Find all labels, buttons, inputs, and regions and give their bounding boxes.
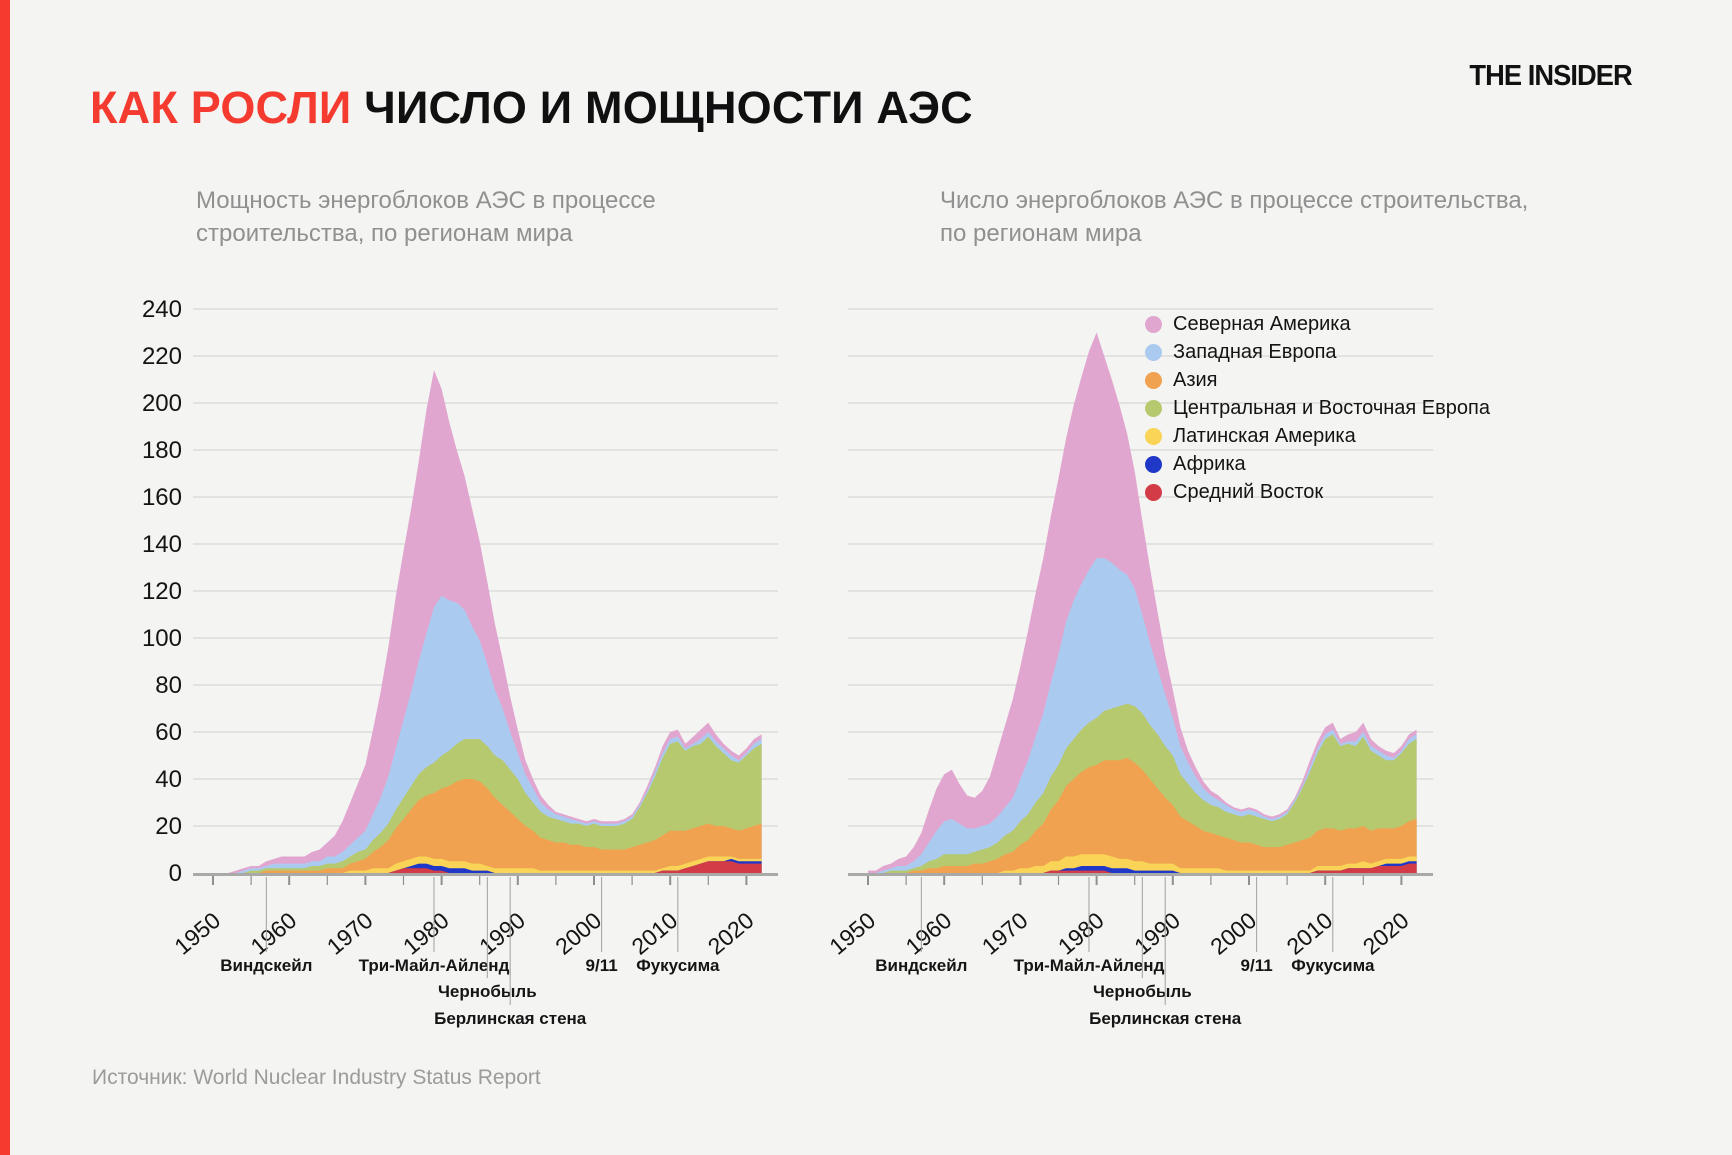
page-title (90, 82, 973, 134)
x-label-1980: 1980 (397, 906, 454, 960)
legend-label-africa: Африка (1173, 453, 1246, 475)
y-label-120: 120 (141, 578, 182, 605)
x-label-1950: 1950 (824, 906, 881, 960)
legend-label-latin_america: Латинская Америка (1173, 425, 1356, 447)
chart-legend (1145, 314, 1490, 510)
annotation-label-1979: Три-Майл-Айленд (1013, 956, 1165, 975)
legend-label-asia: Азия (1173, 369, 1218, 391)
y-label-240: 240 (141, 296, 182, 323)
x-label-1990: 1990 (1129, 906, 1186, 960)
annotation-label-2001: 9/11 (1240, 956, 1273, 975)
y-label-0: 0 (168, 860, 182, 887)
legend-item-north_america (1145, 314, 1490, 335)
y-label-80: 80 (155, 672, 182, 699)
x-label-1960: 1960 (245, 906, 302, 960)
y-label-160: 160 (141, 484, 182, 511)
y-label-60: 60 (155, 719, 182, 746)
legend-item-cee (1145, 398, 1490, 419)
chart-subtitle-capacity: Мощность энергоблоков АЭС в процессе строительства, по регионам мира (196, 187, 656, 248)
annotation-label-1989: Берлинская стена (434, 1009, 587, 1028)
x-label-2000: 2000 (1205, 906, 1262, 960)
x-label-1970: 1970 (321, 906, 378, 960)
annotation-label-2011: Фукусима (636, 956, 720, 975)
legend-item-asia (1145, 370, 1490, 391)
legend-chip-western_europe (1145, 344, 1162, 361)
y-label-220: 220 (141, 343, 182, 370)
legend-chip-middle_east (1145, 484, 1162, 501)
y-label-20: 20 (155, 813, 182, 840)
legend-item-africa (1145, 454, 1490, 475)
source-line: Источник: World Nuclear Industry Status Report (92, 1066, 541, 1089)
legend-label-cee: Центральная и Восточная Европа (1173, 397, 1490, 419)
annotation-label-1986: Чернобыль (437, 982, 537, 1001)
annotation-label-1957: Виндскейл (875, 956, 968, 975)
legend-chip-asia (1145, 372, 1162, 389)
legend-chip-africa (1145, 456, 1162, 473)
x-label-1950: 1950 (169, 906, 226, 960)
y-label-200: 200 (141, 390, 182, 417)
x-label-1990: 1990 (474, 906, 531, 960)
y-label-180: 180 (141, 437, 182, 464)
legend-item-western_europe (1145, 342, 1490, 363)
x-label-2010: 2010 (626, 906, 683, 960)
accent-bar (0, 0, 10, 1155)
annotation-label-1989: Берлинская стена (1089, 1009, 1242, 1028)
x-label-2000: 2000 (550, 906, 607, 960)
x-label-2020: 2020 (702, 906, 759, 960)
annotation-label-1979: Три-Майл-Айленд (358, 956, 510, 975)
x-label-1970: 1970 (976, 906, 1033, 960)
x-label-2020: 2020 (1357, 906, 1414, 960)
brand-logo: THE INSIDER (1469, 60, 1632, 92)
x-label-1980: 1980 (1052, 906, 1109, 960)
legend-chip-latin_america (1145, 428, 1162, 445)
y-label-100: 100 (141, 625, 182, 652)
x-label-1960: 1960 (900, 906, 957, 960)
y-label-40: 40 (155, 766, 182, 793)
legend-chip-cee (1145, 400, 1162, 417)
capacity-stacked-area-chart (120, 270, 800, 1050)
x-label-2010: 2010 (1281, 906, 1338, 960)
y-label-140: 140 (141, 531, 182, 558)
page-title-highlight: КАК РОСЛИ (90, 82, 352, 133)
annotation-label-1986: Чернобыль (1092, 982, 1192, 1001)
legend-label-north_america: Северная Америка (1173, 313, 1351, 335)
annotation-label-1957: Виндскейл (220, 956, 313, 975)
page-title-rest: ЧИСЛО И МОЩНОСТИ АЭС (351, 82, 973, 133)
legend-item-latin_america (1145, 426, 1490, 447)
legend-label-western_europe: Западная Европа (1173, 341, 1337, 363)
chart-subtitle-count: Число энергоблоков АЭС в процессе строительства, по регионам мира (940, 187, 1529, 248)
legend-label-middle_east: Средний Восток (1173, 481, 1324, 503)
legend-chip-north_america (1145, 316, 1162, 333)
annotation-label-2011: Фукусима (1291, 956, 1375, 975)
legend-item-middle_east (1145, 482, 1490, 503)
annotation-label-2001: 9/11 (585, 956, 618, 975)
